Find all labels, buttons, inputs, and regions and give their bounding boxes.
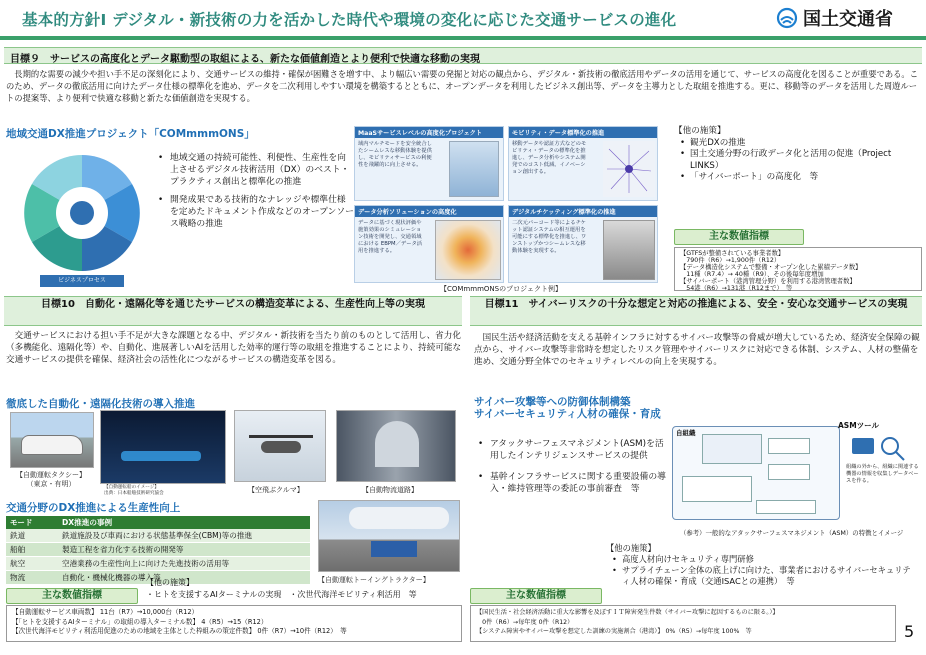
list-item: • サプライチェーン全体の底上げに向けた、事業者におけるサイバーセキュリティ人材の確保・育成（交通ISACとの連携） 等 [610,565,918,587]
goal11-paragraph: 国民生活や経済活動を支える基幹インフラに対するサイバー攻撃等の脅威が増大しているため、経済安全保障の観点から、サイバー攻撃等非常時を想定したリスク管理やサイバーリスクに対応できる体制、システム、人材の整備を進め、交通分野全体でのセキュリティレベルの向上を実現する。 [474,333,920,367]
maas-illustration [449,141,499,197]
table-cell: 航空 [6,557,58,571]
goal9-bullets [156,152,354,235]
goal11-kpi-box [470,605,896,642]
example-card-ticketing [508,205,658,283]
asm-tool-icon [848,432,908,462]
page-title: 基本的方針Ⅰ デジタル・新技術の力を活かした時代や環境の変化に応じた交通サービスの進化 [22,11,677,29]
network-graph-icon [603,141,655,197]
table-header-row [6,516,310,529]
kpi-line: 0件（R6）→毎年度 0件（R12） [476,618,574,626]
asm-left-label: 自組織 [676,429,696,437]
list-item: • 高度人材向けセキュリティ専門研修 [610,554,918,565]
goal9-kpi-box [674,247,922,291]
table-row [6,543,310,557]
table-header: モード [6,516,58,529]
logo-text: 国土交通省 [803,9,893,30]
goal10-other-measures-title: 【他の施策】 [146,578,194,587]
heatmap-map-illustration [435,220,501,280]
kpi-line: 【システム障害やサイバー攻撃を想定した訓練の実施割合（港湾）】 0%（R5）→毎年度 100% 等 [476,628,752,635]
goal10-kpi-tag: 主な数値指標 [6,588,138,604]
list-item: • 地域交通の持続可能性、利便性、生産性を向上させるデジタル技術活用（DX）のベスト・プラクティス創出と標準化の推進 [156,152,354,188]
photo-caption: 【自動運転船のイメージ】 出典：日本船舶技術研究協会 [104,485,164,496]
example-title: モビリティ・データ標準化の推進 [509,127,657,138]
kpi-line: 【「ヒトを支援するAIターミナル」の取組の導入ターミナル数】 4（R5）→15（R12） [12,617,268,626]
goal9-kpi-tag: 主な数値指標 [674,229,804,245]
kpi-line: 【GTFSが整備されている事業者数】 [680,250,785,257]
kpi-line: 11種（R7.4）→ 40種（R9）、その後毎年度増加 [680,271,824,279]
table-cell: 鉄道 [6,529,58,543]
table-cell: 空港業務の生産性向上に向けた先進技術の活用等 [58,557,310,571]
example-card-data-standard [508,126,658,201]
dx-table [6,516,310,585]
wheel-caption: ビジネスプロセス [58,277,106,284]
mlit-logo [776,5,893,31]
goal11-kpi-tag: 主な数値指標 [470,588,602,604]
autonomous-ship-image [100,410,226,484]
list-item: • 観光DXの推進 [678,138,920,150]
goal10-kpi-box [6,605,462,642]
asm-infra-box [702,434,762,464]
project-title: 地域交通DX推進プロジェクト「COMmmmONS」 [6,128,255,140]
dx-wheel-diagram [12,143,152,289]
example-text: 二次元バーコード等によるチケット認証システムの相互運用を可能にする標準化を推進し、ワンストップかつシームレスな移動体験を実現する。 [512,220,587,254]
table-header: DX推進の事例 [58,516,310,529]
example-title: データ分析ソリューションの高度化 [355,206,503,217]
table-cell: 物流 [6,571,58,585]
goal10-heading: 目標10 自動化・遠隔化等を通じたサービスの構造変革による、生産性向上等の実現 [4,296,462,326]
asm-tool-label: ASMツール [838,421,880,430]
towing-tractor-photo [318,500,460,572]
kpi-line: 790件（R6）→1,900件（R12） [680,257,781,265]
list-item: • アタックサーフェスマネジメント(ASM)を活用したインテリジェンスサービスの提供 [476,438,668,462]
asm-caption: （参考）一般的なアタックサーフェスマネジメント（ASM）の特徴とイメージ [680,529,904,537]
table-cell: 製造工程を省力化する技術の開発等 [58,543,310,557]
photo-caption: 【自動物流道路】 [362,486,418,494]
list-item: • 開発成果である技術的なナレッジや標準仕様を定めたドキュメント作成などのオープンソース戦略の推進 [156,194,354,230]
cyber-subtitle: サイバー攻撃等への防御体制構築 サイバーセキュリティ人材の確保・育成 [474,396,661,420]
ticket-gate-photo [603,220,655,280]
list-item: • 基幹インフラサービスに関する重要設備の導入・維持管理等の委託の事前審査 等 [476,471,668,495]
kpi-line: 【次世代海洋モビリティ利活用促進のための地域を主体とした枠組みの策定件数】 0件（R7）→10件（R12） 等 [12,627,347,635]
example-text: 移動データや認証方式などのモビリティ・データの標準化を推進し、データ分析やシステム開発でのコスト低減、イノベーション創出する。 [512,141,587,175]
goal11-bullets [476,438,668,500]
examples-caption: 【COMmmmONSのプロジェクト例】 [440,285,562,293]
asm-unmanaged-box [756,500,816,514]
logistics-road-image [336,410,456,482]
kpi-line: 【国民生活・社会経済活動に重大な影響を及ぼすＩＴ障害発生件数（サイバー攻撃に起因するものに限る。）】 [476,609,779,616]
kpi-line: 54港（R6）→131港（R12まで） 等 [680,285,793,293]
photo-caption: 【空飛ぶクルマ】 [248,486,304,494]
photo-caption: 【自動運転トーイングトラクター】 [318,576,430,584]
example-card-data-analysis [354,205,504,283]
kpi-line: 【自動運転サービス車両数】 11台（R7）→10,000台（R12） [12,608,199,616]
photo-caption: 【自動運転タクシー】 （東京・有明） [16,471,86,488]
other-measures-title: 【他の施策】 [674,126,726,136]
goal9-other-measures [674,126,920,184]
example-text: 域内マルチモードを安全統合したシームレスな移動体験を提供し、モビリティサービスの利便性を飛躍的に向上させる。 [358,141,432,168]
example-text: データに基づく現状評価や施策効果のシミュレーション技術を開発し、交通領域における EBPM／データ活用を推進する。 [358,220,423,254]
example-title: MaaSサービスレベルの高度化プロジェクト [355,127,503,138]
kpi-line: 【サイバーポート（港湾管理分野）を利用する港湾管理者数】 [680,278,856,286]
robotaxi-photo [10,412,94,468]
table-row [6,557,310,571]
table-cell: 船舶 [6,543,58,557]
example-title: デジタルチケッティング標準化の推進 [509,206,657,217]
asm-server-box [768,438,810,454]
goal11-heading: 目標11 サイバーリスクの十分な想定と対応の推進による、安全・安心な交通サービスの実現 [470,296,922,326]
table-row [6,529,310,543]
flying-car-photo [234,410,326,482]
list-item: • 「サイバーポート」の高度化 等 [678,172,920,184]
asm-cloud-box [768,464,810,480]
auto-title: 徹底した自動化・遠隔化技術の導入推進 [6,398,195,410]
goal9-heading: 目標９ サービスの高度化とデータ駆動型の取組による、新たな価値創造とより便利で快適な移動の実現 [4,47,922,64]
asm-diagram [672,420,920,524]
header-divider [0,36,926,40]
goal9-paragraph: 長期的な需要の減少や担い手不足の深刻化により、交通サービスの維持・確保が困難さを増す中、より幅広い需要の発掘と対応の観点から、デジタル・新技術の徹底活用やデータの活用を通じて、サービスの高度化を図ることが重要である。このため、データの徹底活用に向けたデータ仕様の標準化を進め、データを二次利用しやすい環境を構築するとともに、オープンデータを利用したビジネス創出等、データを主導力とした取組を推進する。更に、移動等のデータを活用した周遊ルートの提案等、より便利で快適な移動と新たな価値創造を実現する。 [6,69,919,103]
dx-title: 交通分野のDX推進による生産性向上 [6,502,181,514]
kpi-line: 【データ構造化システムで整備・オープン化した累積データ数】 [680,264,862,272]
asm-note: 組織の外から、組織に関連する機器の情報を収集しデータベースを作る。 [846,464,919,484]
goal10-other-measures: ・ヒトを支援するAIターミナルの実現 ・次世代海洋モビリティ利活用 等 [146,590,417,599]
asm-device-box [682,476,752,502]
mlit-logo-icon [776,7,798,29]
example-card-maas [354,126,504,201]
goal10-paragraph: 交通サービスにおける担い手不足が大きな課題となる中、デジタル・新技術を当たり前のものとして活用し、省力化（多機能化、遠隔化等）や、自動化、進展著しいAIを活用した効率的運行等の取組を推進することにより、持続可能な交通サービスの提供を確保、経済社会の活性化につながるサービスの構造変革を図る。 [6,331,462,365]
page-number: 5 [904,622,915,641]
other-measures-title: 【他の施策】 [606,543,656,553]
table-cell: 鉄道施設及び車両における状態基準保全(CBM)等の推進 [58,529,310,543]
list-item: • 国土交通分野の行政データ化と活用の促進（Project LINKS） [678,149,920,172]
goal11-other-measures [606,543,918,587]
table-cell: 自動化・機械化機器の導入等 [58,571,310,585]
